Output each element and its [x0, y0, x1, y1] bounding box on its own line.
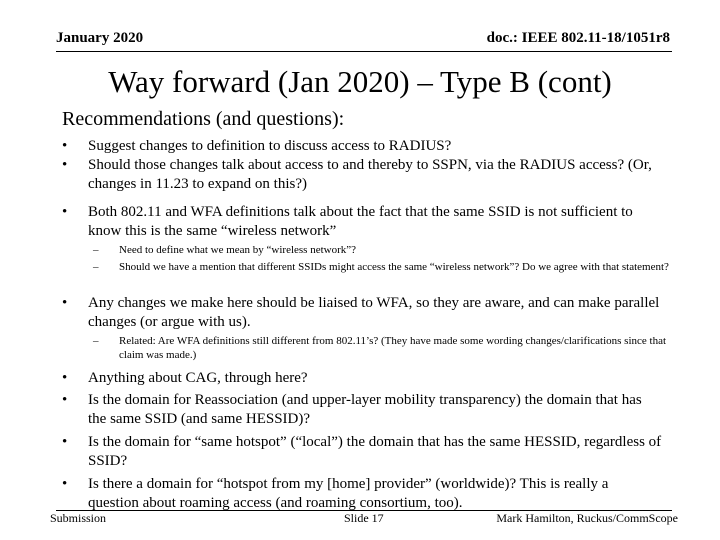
bullet-text: Is the domain for “same hotspot” (“local”) the domain that has the same HESSID, regardless of SSID? — [88, 434, 662, 469]
dash-marker: – — [93, 335, 99, 347]
dash-marker: – — [93, 261, 99, 273]
bullet-text: Both 802.11 and WFA definitions talk about the fact that the same SSID is not sufficient to know this is the same “wireless network” — [88, 204, 633, 239]
bullet-marker: • — [62, 138, 68, 154]
bullet-marker: • — [62, 295, 68, 311]
header-doc-id: doc.: IEEE 802.11-18/1051r8 — [486, 30, 670, 46]
subbullet-text: Should we have a mention that different SSIDs might access the same “wireless network”? Do we agree with that statement? — [119, 261, 669, 273]
bullet-marker: • — [62, 392, 68, 408]
subbullet-text: Need to define what we mean by “wireless network”? — [119, 244, 357, 256]
header-date: January 2020 — [56, 30, 144, 46]
bullet-text: Suggest changes to definition to discuss access to RADIUS? — [88, 138, 452, 154]
bullet-marker: • — [62, 157, 68, 173]
bullet-text: Is there a domain for “hotspot from my [home] provider” (worldwide)? This is really a question about roaming access (and roaming consortium, too). — [88, 476, 609, 511]
header-rule — [56, 51, 672, 52]
bullet-marker: • — [62, 476, 68, 492]
intro-heading: Recommendations (and questions): — [62, 108, 345, 130]
footer-submission: Submission — [50, 511, 107, 525]
slide-title: Way forward (Jan 2020) – Type B (cont) — [108, 64, 612, 99]
footer-author: Mark Hamilton, Ruckus/CommScope — [496, 511, 678, 525]
footer-slide-number: Slide 17 — [344, 511, 384, 525]
bullet-text: Is the domain for Reassociation (and upper-layer mobility transparency) the domain that has the same SSID (and same HESSID)? — [88, 392, 642, 427]
bullet-text: Should those changes talk about access to and thereby to SSPN, via the RADIUS access? (Or, changes in 11.23 to expand on this?) — [88, 157, 652, 192]
bullet-marker: • — [62, 204, 68, 220]
subbullet-text: Related: Are WFA definitions still different from 802.11’s? (They have made some wording changes/clarifications since that claim was made.) — [119, 335, 667, 361]
bullet-text: Anything about CAG, through here? — [88, 370, 308, 386]
dash-marker: – — [93, 244, 99, 256]
bullet-marker: • — [62, 434, 68, 450]
bullet-marker: • — [62, 370, 68, 386]
bullet-text: Any changes we make here should be liaised to WFA, so they are aware, and can make parallel changes (or argue with us). — [88, 295, 660, 330]
